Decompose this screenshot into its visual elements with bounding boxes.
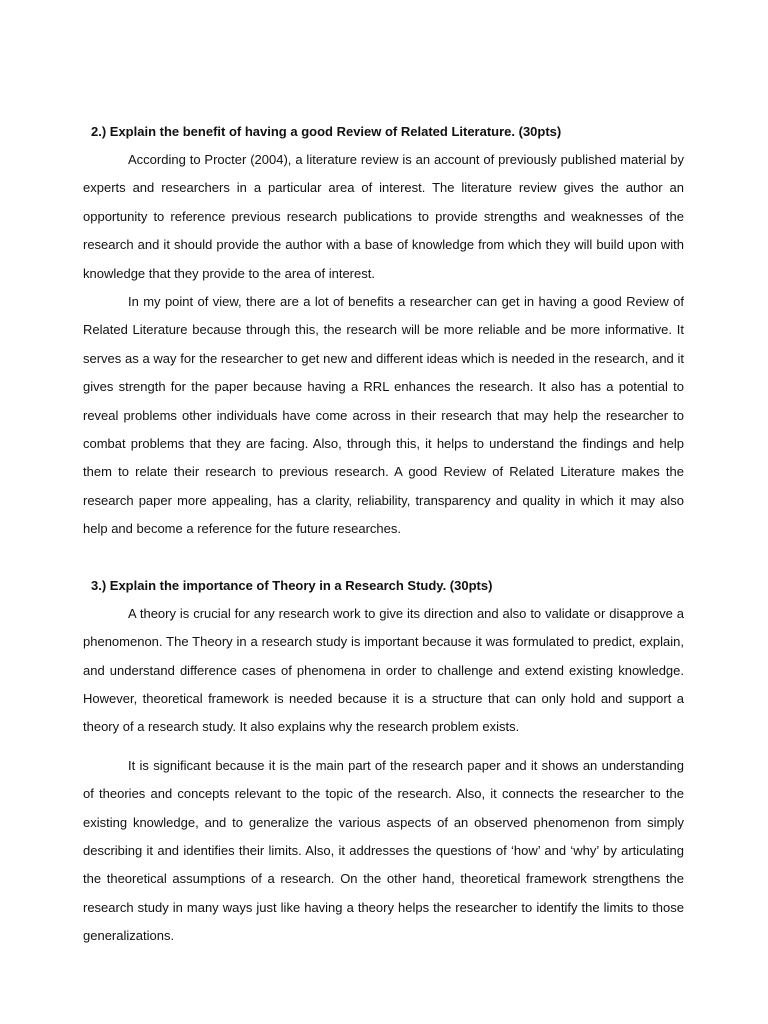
paragraph-spacer xyxy=(83,742,684,752)
document-body xyxy=(83,118,684,951)
question-2-heading: 2.) Explain the benefit of having a good Review of Related Literature. (30pts) xyxy=(91,124,562,139)
question-3-paragraph-2: It is significant because it is the main part of the research paper and it shows an understanding of theories and concepts relevant to the topic of the research. Also, it connects the researcher to the existing knowledge, and to generalize the various aspects of an observed phenomenon from simply describing it and identifies their limits. Also, it addresses the questions of ‘how’ and ‘why’ by articulating the theoretical assumptions of a research. On the other hand, theoretical framework strengthens the research study in many ways just like having a theory helps the researcher to identify the limits to those generalizations. xyxy=(83,757,684,944)
question-3-heading: 3.) Explain the importance of Theory in a Research Study. (30pts) xyxy=(91,577,493,593)
question-2-paragraph-1: According to Procter (2004), a literature review is an account of previously published material by experts and researchers in a particular area of interest. The literature review gives the author an opportunity to reference previous research publications to provide strengths and weaknesses of the research and it should provide the author with a base of knowledge from which they will build upon with knowledge that they provide to the area of interest. xyxy=(83,152,684,281)
question-2-paragraph-2: In my point of view, there are a lot of benefits a researcher can get in having a good Review of Related Literature because through this, the research will be more reliable and be more informative. It serves as a way for the researcher to get new and different ideas which is needed in the research, and it gives strength for the paper because having a RRL enhances the research. It also has a potential to reveal problems other individuals have come across in their research that may help the researcher to combat problems that they are facing. Also, through this, it helps to understand the findings and help them to relate their research to previous research. A good Review of Related Literature makes the research paper more appealing, has a clarity, reliability, transparency and quality in which it may also help and become a reference for the future researches. xyxy=(83,294,684,537)
question-3-paragraph-1: A theory is crucial for any research work to give its direction and also to validate or disapprove a phenomenon. The Theory in a research study is important because it was formulated to predict, explain, and understand difference cases of phenomena in order to challenge and extend existing knowledge. However, theoretical framework is needed because it is a structure that can only hold and support a theory of a research study. It also explains why the research problem exists. xyxy=(83,605,684,735)
section-spacer xyxy=(83,544,684,572)
